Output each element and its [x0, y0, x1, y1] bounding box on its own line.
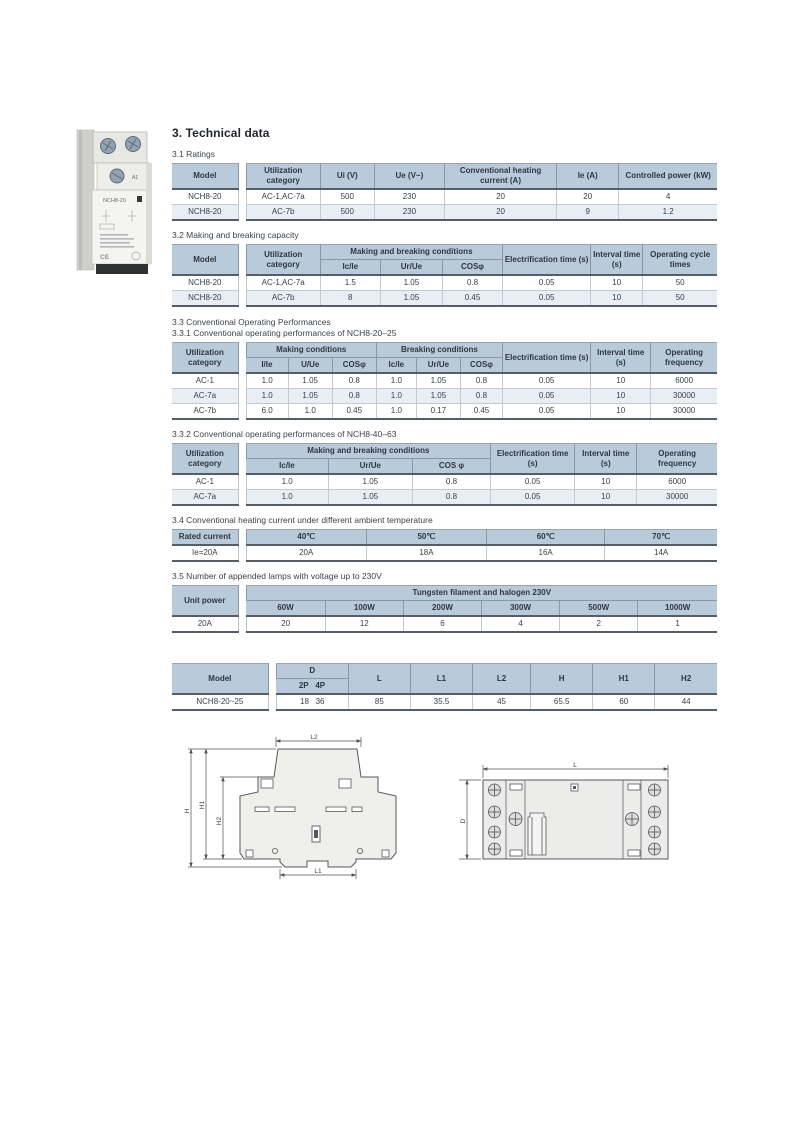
column-gap — [238, 205, 246, 221]
column-header: Ui (V) — [320, 164, 374, 190]
table-cell: 0.45 — [460, 404, 502, 420]
table-cell: 10 — [591, 404, 651, 420]
table-cell: 1.0 — [246, 474, 328, 490]
table-cell: 1.2 — [619, 205, 717, 221]
bottom-clip — [96, 264, 148, 274]
column-gap — [238, 245, 246, 276]
table-cell: 20 — [557, 189, 619, 205]
table-cell: 230 — [374, 189, 444, 205]
table-cell: 20 — [444, 205, 556, 221]
ratings-table — [172, 163, 717, 221]
table-cell: 65.5 — [531, 694, 593, 710]
column-header: Ur/Ue — [416, 358, 460, 374]
column-header: Conventional heating current (A) — [444, 164, 556, 190]
table-cell: NCH8-20 — [172, 205, 238, 221]
dim-l-label: L — [573, 762, 577, 769]
column-header: H1 — [593, 664, 655, 695]
section-3-3-2-label: 3.3.2 Conventional operating performances of NCH8-40–63 — [172, 429, 397, 439]
section-3-2-label: 3.2 Making and breaking capacity — [172, 230, 299, 240]
product-photo — [76, 124, 164, 276]
table-cell: 1.0 — [246, 373, 288, 389]
column-gap — [238, 404, 246, 420]
column-header: 70℃ — [605, 530, 717, 546]
table-cell: 1.5 — [320, 275, 380, 291]
column-header: Electrification time (s) — [491, 444, 575, 475]
table-cell: 10 — [591, 373, 651, 389]
dim-l2-label: L2 — [310, 734, 318, 741]
column-gap — [238, 530, 246, 546]
table-cell: 30000 — [651, 404, 717, 420]
column-header: Utilization category — [172, 343, 238, 374]
table-cell: 20 — [444, 189, 556, 205]
dim-h-label: H — [184, 808, 191, 814]
column-header: Ur/Ue — [328, 459, 412, 475]
table-cell: 1 — [638, 616, 717, 632]
column-header: L — [348, 664, 410, 695]
table-cell: 500 — [320, 205, 374, 221]
column-header: 60℃ — [487, 530, 605, 546]
table-cell: 30000 — [637, 490, 717, 506]
content-column — [172, 126, 717, 933]
table-cell: 85 — [348, 694, 410, 710]
dimension-drawings — [172, 733, 717, 933]
table-cell: 10 — [591, 291, 643, 307]
column-header: Ur/Ue — [380, 260, 442, 276]
table-cell: AC-1 — [172, 474, 238, 490]
table-cell: 0.8 — [460, 389, 502, 404]
table-cell: 20 — [246, 616, 325, 632]
column-gap — [238, 444, 246, 475]
column-header: Model — [172, 664, 268, 695]
table-row — [172, 205, 717, 221]
column-header: Utilization category — [246, 164, 320, 190]
table-cell: 500 — [320, 189, 374, 205]
table-cell: 0.8 — [412, 474, 490, 490]
table-cell: 0.8 — [332, 389, 376, 404]
table-cell: NCH8-20 — [172, 189, 238, 205]
column-header: Rated current — [172, 530, 238, 546]
table-cell: 1.05 — [288, 389, 332, 404]
terminal-screw-icon — [101, 139, 116, 154]
table-cell: 6 — [403, 616, 481, 632]
column-gap — [238, 616, 246, 632]
table-cell: 30000 — [651, 389, 717, 404]
center-marker — [571, 784, 578, 791]
table-cell: 8 — [320, 291, 380, 307]
table-cell: AC-7b — [246, 205, 320, 221]
table-cell: Ie=20A — [172, 545, 238, 561]
page-title: 3. Technical data — [172, 126, 270, 140]
table-cell: 1.05 — [416, 389, 460, 404]
table-cell: AC-7b — [246, 291, 320, 307]
column-gap — [238, 189, 246, 205]
section-3-5-label: 3.5 Number of appended lamps with voltage up to 230V — [172, 571, 382, 581]
table-cell: AC-1,AC-7a — [246, 189, 320, 205]
section-3-3-label: 3.3 Conventional Operating Performances — [172, 317, 331, 327]
table-cell: 0.45 — [332, 404, 376, 420]
column-gap — [268, 694, 276, 710]
terminal-label: A1 — [132, 175, 139, 181]
table-cell: 2 — [560, 616, 638, 632]
table-cell: 1.05 — [328, 474, 412, 490]
table-cell: 0.8 — [442, 275, 502, 291]
column-header: COSφ — [332, 358, 376, 374]
column-gap — [268, 664, 276, 695]
dim-h2-label: H2 — [216, 816, 223, 826]
table-cell: 0.05 — [503, 291, 591, 307]
column-gap — [238, 291, 246, 307]
table-cell: 18 36 — [276, 694, 348, 710]
column-header: 60W — [246, 601, 325, 617]
table-cell: 20A — [172, 616, 238, 632]
column-header: Model — [172, 245, 238, 276]
table-cell: 18A — [366, 545, 486, 561]
table-cell: 0.45 — [442, 291, 502, 307]
column-header: Ie (A) — [557, 164, 619, 190]
column-header: Unit power — [172, 586, 238, 617]
column-header: Electrification time (s) — [503, 343, 591, 374]
appended-lamps-table — [172, 585, 717, 633]
table-cell: 1.0 — [288, 404, 332, 420]
table-cell: NCH8-20 — [172, 291, 238, 307]
table-cell: 0.05 — [491, 490, 575, 506]
table-cell: 1.0 — [246, 389, 288, 404]
heating-current-temperature-table — [172, 529, 717, 562]
table-cell: AC-1,AC-7a — [246, 275, 320, 291]
table-cell: 1.0 — [246, 490, 328, 506]
table-cell: 10 — [575, 474, 637, 490]
table-cell: 0.8 — [332, 373, 376, 389]
column-gap — [238, 474, 246, 490]
column-gap — [238, 490, 246, 506]
table-cell: AC-1 — [172, 373, 238, 389]
table-cell: 45 — [473, 694, 531, 710]
column-header: Operating cycle times — [643, 245, 717, 276]
model-label: NCH8-20 — [103, 198, 126, 204]
table-cell: 6000 — [651, 373, 717, 389]
table-cell: 0.8 — [412, 490, 490, 506]
table-cell: 0.05 — [491, 474, 575, 490]
table-row — [172, 291, 717, 307]
column-header: COSφ — [442, 260, 502, 276]
column-header: 2P 4P — [276, 679, 348, 695]
table-cell: 10 — [575, 490, 637, 506]
column-header: L1 — [410, 664, 472, 695]
column-header: I/Ie — [246, 358, 288, 374]
table-cell: 44 — [655, 694, 717, 710]
column-header: 40℃ — [246, 530, 366, 546]
operating-performance-40-63-table — [172, 443, 717, 506]
column-header: Utilization category — [172, 444, 238, 475]
table-cell: 9 — [557, 205, 619, 221]
table-cell: 50 — [643, 275, 717, 291]
table-cell: 230 — [374, 205, 444, 221]
table-cell: 0.05 — [503, 373, 591, 389]
column-header: Tungsten filament and halogen 230V — [246, 586, 717, 601]
column-header: D — [276, 664, 348, 679]
table-cell: AC-7b — [172, 404, 238, 420]
table-cell: 1.0 — [376, 389, 416, 404]
column-header: 300W — [481, 601, 559, 617]
column-header: 500W — [560, 601, 638, 617]
column-header: Utilization category — [246, 245, 320, 276]
column-header: Electrification time (s) — [503, 245, 591, 276]
table-cell: 12 — [325, 616, 403, 632]
column-gap — [238, 373, 246, 389]
table-row — [172, 616, 717, 632]
column-gap — [238, 343, 246, 374]
column-header: 200W — [403, 601, 481, 617]
table-cell: 0.17 — [416, 404, 460, 420]
column-header: COSφ — [460, 358, 502, 374]
table-cell: 1.05 — [416, 373, 460, 389]
top-view-drawing — [453, 761, 681, 876]
column-header: Controlled power (kW) — [619, 164, 717, 190]
table-cell: 20A — [246, 545, 366, 561]
coil-screw-icon — [110, 169, 124, 183]
table-cell: 1.05 — [380, 291, 442, 307]
column-header: COS φ — [412, 459, 490, 475]
column-header: Interval time (s) — [591, 343, 651, 374]
column-header: Interval time (s) — [575, 444, 637, 475]
dimensions-table — [172, 663, 717, 711]
table-cell: 6.0 — [246, 404, 288, 420]
column-header: Ic/Ie — [246, 459, 328, 475]
table-cell: 0.8 — [460, 373, 502, 389]
table-cell: 50 — [643, 291, 717, 307]
ce-mark: CE — [100, 254, 110, 261]
column-header: Making and breaking conditions — [246, 444, 490, 459]
column-header: Model — [172, 164, 238, 190]
table-cell: 35.5 — [410, 694, 472, 710]
column-header: L2 — [473, 664, 531, 695]
table-cell: 16A — [487, 545, 605, 561]
column-header: H — [531, 664, 593, 695]
column-gap — [238, 275, 246, 291]
table-row — [172, 545, 717, 561]
column-header: 100W — [325, 601, 403, 617]
status-indicator — [137, 196, 142, 202]
table-cell: 4 — [619, 189, 717, 205]
table-row — [172, 373, 717, 389]
dim-d-label: D — [460, 818, 467, 824]
column-header: H2 — [655, 664, 717, 695]
table-cell: 1.05 — [380, 275, 442, 291]
column-header: Ue (V~) — [374, 164, 444, 190]
table-row — [172, 474, 717, 490]
making-breaking-capacity-table — [172, 244, 717, 307]
column-header: Operating frequency — [651, 343, 717, 374]
column-header: 1000W — [638, 601, 717, 617]
column-gap — [238, 586, 246, 617]
table-cell: 1.05 — [288, 373, 332, 389]
table-cell: 6000 — [637, 474, 717, 490]
section-3-4-label: 3.4 Conventional heating current under different ambient temperature — [172, 515, 433, 525]
table-cell: NCH8-20 — [172, 275, 238, 291]
table-row — [172, 404, 717, 420]
table-cell: 1.05 — [328, 490, 412, 506]
table-row — [172, 275, 717, 291]
table-cell: NCH8-20~25 — [172, 694, 268, 710]
column-gap — [238, 389, 246, 404]
table-row — [172, 490, 717, 506]
dim-l1-label: L1 — [314, 868, 322, 875]
table-cell: AC-7a — [172, 389, 238, 404]
table-cell: 1.0 — [376, 404, 416, 420]
table-cell: AC-7a — [172, 490, 238, 506]
column-gap — [238, 545, 246, 561]
section-3-3-1-label: 3.3.1 Conventional operating performances of NCH8-20–25 — [172, 328, 397, 338]
column-gap — [238, 164, 246, 190]
table-row — [172, 189, 717, 205]
column-header: Interval time (s) — [591, 245, 643, 276]
table-cell: 0.05 — [503, 275, 591, 291]
table-cell: 0.05 — [503, 404, 591, 420]
table-cell: 1.0 — [376, 373, 416, 389]
column-header: Ic/Ie — [320, 260, 380, 276]
table-cell: 10 — [591, 389, 651, 404]
column-header: Operating frequency — [637, 444, 717, 475]
front-view-drawing — [180, 733, 415, 893]
table-row — [172, 389, 717, 404]
column-header: 50℃ — [366, 530, 486, 546]
rail-channel — [528, 813, 546, 855]
column-header: Ic/Ie — [376, 358, 416, 374]
operating-performance-20-25-table — [172, 342, 717, 420]
column-header: Making and breaking conditions — [320, 245, 502, 260]
table-row — [172, 694, 717, 710]
table-cell: 60 — [593, 694, 655, 710]
table-cell: 0.05 — [503, 389, 591, 404]
section-3-1-label: 3.1 Ratings — [172, 149, 215, 159]
table-cell: 14A — [605, 545, 717, 561]
column-header: Breaking conditions — [376, 343, 502, 358]
table-cell: 4 — [481, 616, 559, 632]
column-header: Making conditions — [246, 343, 376, 358]
terminal-screw-icon — [126, 137, 141, 152]
column-header: U/Ue — [288, 358, 332, 374]
table-cell: 10 — [591, 275, 643, 291]
dim-h1-label: H1 — [199, 800, 206, 810]
switch-indicator — [312, 826, 320, 842]
